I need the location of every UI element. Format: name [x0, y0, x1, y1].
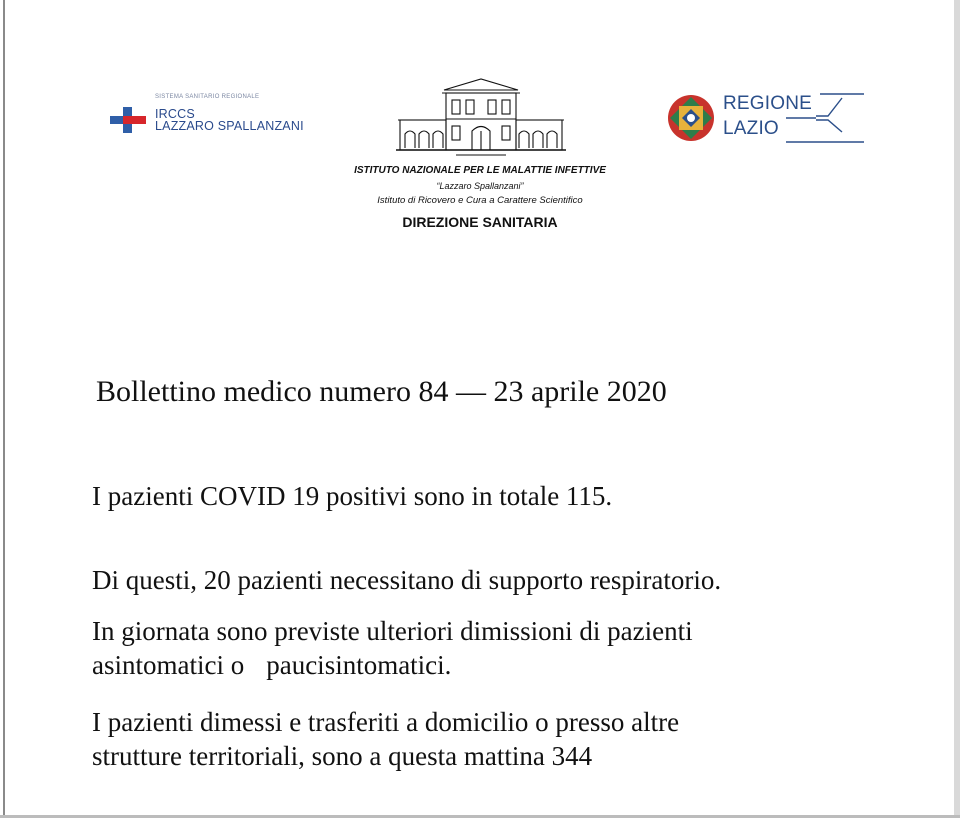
paragraph-text: asintomatici o — [92, 650, 245, 680]
bulletin-paragraph-discharged-total — [92, 705, 679, 773]
paragraph-text: Di questi, 20 pazienti necessitano di supporto respiratorio. — [92, 565, 722, 595]
paragraph-line: strutture territoriali, sono a questa mattina 344 — [92, 741, 593, 771]
institute-name: “Lazzaro Spallanzani” — [436, 181, 524, 191]
regione-lazio-emblem-icon — [666, 93, 716, 143]
irccs-label: IRCCS — [155, 107, 195, 121]
department-title: DIREZIONE SANITARIA — [402, 214, 558, 230]
institute-title: ISTITUTO NAZIONALE PER LE MALATTIE INFETTIVE — [354, 165, 606, 176]
institute-subtitle: Istituto di Ricovero e Cura a Carattere Scientifico — [377, 195, 583, 206]
page-edge-right — [954, 0, 960, 818]
spallanzani-label: LAZZARO SPALLANZANI — [155, 119, 304, 133]
page-edge-left — [3, 0, 5, 818]
bulletin-paragraph-discharges — [92, 614, 693, 682]
regional-system-label: SISTEMA SANITARIO REGIONALE — [155, 94, 260, 100]
paragraph-line: In giornata sono previste ulteriori dimissioni di pazienti — [92, 616, 693, 646]
bulletin-heading: Bollettino medico numero 84 — 23 aprile 2020 — [96, 375, 667, 408]
bulletin-paragraph-respiratory — [92, 563, 721, 597]
regione-label: REGIONE — [723, 93, 813, 114]
lazio-label: LAZIO — [723, 118, 779, 139]
regione-lazio-logo — [666, 90, 866, 146]
regione-lazio-lines-icon — [786, 92, 866, 144]
institute-building-icon — [396, 76, 566, 158]
paragraph-text: paucisintomatici. — [266, 650, 452, 680]
paragraph-line: I pazienti dimessi e trasferiti a domicilio o presso altre — [92, 707, 680, 737]
medical-cross-icon — [110, 107, 146, 133]
paragraph-text: I pazienti COVID 19 positivi sono in totale 115. — [92, 481, 613, 511]
irccs-spallanzani-logo — [110, 94, 325, 140]
bulletin-paragraph-total — [92, 479, 612, 513]
paragraph-line — [92, 648, 693, 682]
